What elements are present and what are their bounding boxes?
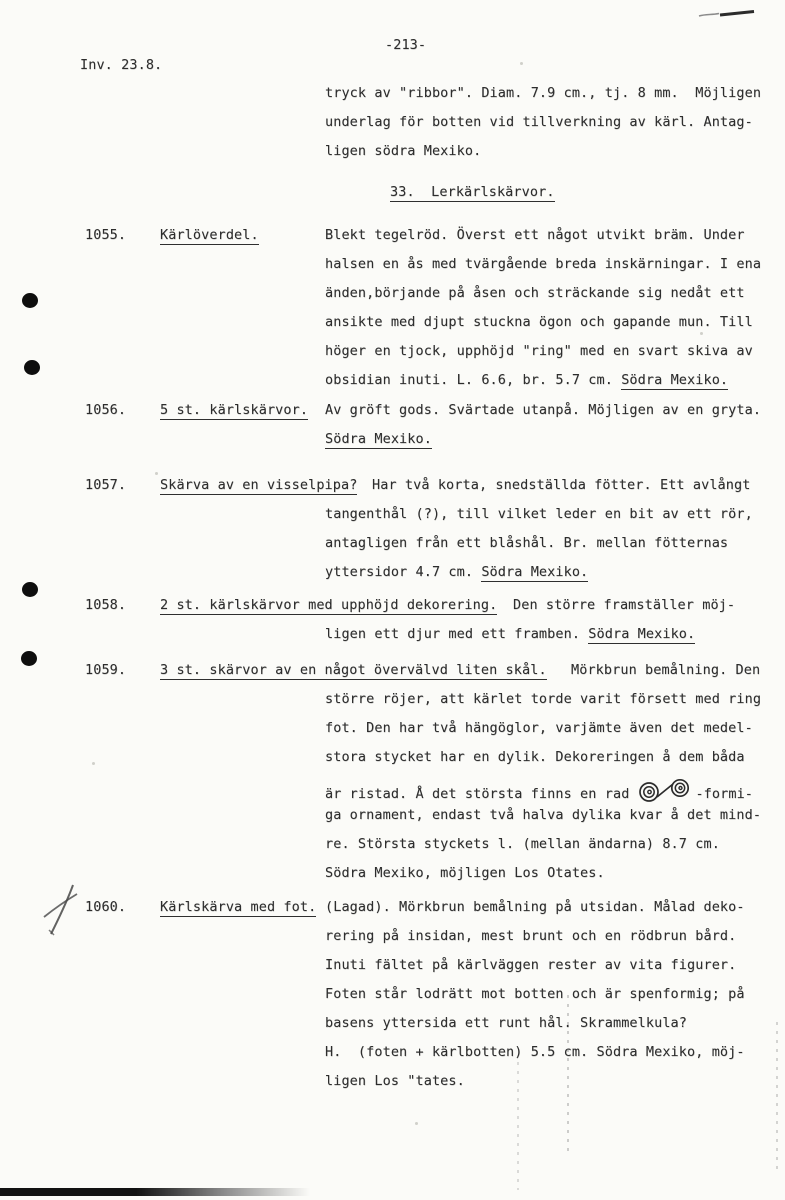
double-spiral-ornament-icon [636,777,692,805]
paper-speck [92,762,95,765]
entry-label-wrap [160,596,497,614]
entry-text-line [325,625,695,643]
catalog-entry-1058 [85,596,775,656]
entry-text: -formi- [695,786,754,802]
entry-text-line: Mörkbrun bemålning. Den [571,662,761,678]
entry-text-line: ligen Los "tates. [325,1073,465,1089]
entry-text-line: H. (foten + kärlbotten) 5.5 cm. Södra Mexiko, möj- [325,1044,745,1060]
provenance-underlined: Södra Mexiko. [325,431,432,447]
intro-line: ligen södra Mexiko. [325,143,482,159]
entry-text-line: Av gröft gods. Svärtade utanpå. Möjligen av en gryta. [325,402,762,418]
paper-speck [415,1122,418,1125]
inventory-ref: Inv. 23.8. [80,57,163,73]
catalog-entry-1060 [85,898,775,1103]
handwritten-x-mark-icon [40,880,84,940]
entry-text-line [325,777,753,805]
entry-text-line: re. Största styckets l. (mellan ändarna) 8.7 cm. [325,836,720,852]
catalog-entry-1059 [85,661,775,895]
punch-hole-dot [24,360,40,375]
paper-speck [663,906,666,909]
entry-number: 1056. [85,402,127,418]
punch-hole-dot [22,293,38,308]
entry-text-line: tangenthål (?), till vilket leder en bit av ett rör, [325,506,753,522]
section-heading-wrap [390,183,555,201]
entry-text-line [325,430,432,448]
punch-hole-dot [21,651,37,666]
provenance-underlined: Södra Mexiko. [588,626,696,642]
provenance-underlined: Södra Mexiko. [481,564,589,580]
entry-label-wrap [160,401,308,419]
entry-label: 3 st. skärvor av en något övervälvd liten skål. [160,662,547,678]
scan-edge-smudge [0,1188,310,1196]
entry-label: Skärva av en visselpipa? [160,477,358,493]
scan-streak [776,1022,778,1172]
entry-label-wrap [160,898,316,916]
entry-text-line: fot. Den har två hängöglor, varjämte även det medel- [325,720,753,736]
entry-text-line: Inuti fältet på kärlväggen rester av vita figurer. [325,957,737,973]
entry-text-line: större röjer, att kärlet torde varit försett med ring [325,691,762,707]
entry-text-line: basens yttersida ett runt hål. Skrammelkula? [325,1015,688,1031]
entry-text: yttersidor 4.7 cm. [325,564,482,580]
pencil-scribble-icon [698,7,756,21]
scan-streak [567,995,569,1155]
page-number: -213- [385,37,427,53]
scan-streak [517,1062,519,1190]
entry-text: är ristad. Å det största finns en rad [325,786,630,802]
entry-text-line: änden,börjande på åsen och sträckande sig nedåt ett [325,285,745,301]
entry-label: Kärlskärva med fot. [160,899,317,915]
catalog-entry-1055 [85,226,775,402]
intro-line: tryck av "ribbor". Diam. 7.9 cm., tj. 8 mm. Möjligen [325,85,762,101]
entry-number: 1060. [85,899,127,915]
entry-text-line: Den större framställer möj- [513,597,736,613]
entry-text-line: ansikte med djupt stuckna ögon och gapande mun. Till [325,314,753,330]
entry-text-line: Blekt tegelröd. Överst ett något utvikt bräm. Under [325,227,745,243]
entry-label-wrap [160,226,259,244]
entry-label: 2 st. kärlskärvor med upphöjd dekorering. [160,597,498,613]
entry-text-line: Foten står lodrätt mot botten och är spenformig; på [325,986,745,1002]
entry-number: 1055. [85,227,127,243]
entry-text-line: halsen en ås med tvärgående breda inskärningar. I ena [325,256,762,272]
entry-text-line: Har två korta, snedställda fötter. Ett avlångt [372,477,751,493]
entry-text-line: stora stycket har en dylik. Dekoreringen å dem båda [325,749,745,765]
entry-text-line: antagligen från ett blåshål. Br. mellan fötternas [325,535,729,551]
entry-text: ligen ett djur med ett framben. [325,626,589,642]
entry-text-line: rering på insidan, mest brunt och en rödbrun bård. [325,928,737,944]
entry-number: 1058. [85,597,127,613]
entry-text-line: (Lagad). Mörkbrun bemålning på utsidan. Målad deko- [325,899,745,915]
entry-text-line [325,563,588,581]
catalog-entry-1056 [85,401,775,461]
catalog-entry-1057 [85,476,775,594]
intro-line: underlag för botten vid tillverkning av kärl. Antag- [325,114,753,130]
entry-text-line: Södra Mexiko, möjligen Los Otates. [325,865,605,881]
entry-text: obsidian inuti. L. 6.6, br. 5.7 cm. [325,372,622,388]
entry-label-wrap [160,476,357,494]
entry-text-line [325,371,728,389]
entry-number: 1057. [85,477,127,493]
provenance-underlined: Södra Mexiko. [621,372,729,388]
paper-speck [700,332,703,335]
entry-text-line: höger en tjock, upphöjd "ring" med en svart skiva av [325,343,753,359]
entry-label: Kärlöverdel. [160,227,259,243]
paper-speck [520,62,523,65]
punch-hole-dot [22,582,38,597]
paper-speck [155,472,158,475]
entry-number: 1059. [85,662,127,678]
section-heading: 33. Lerkärlskärvor. [390,184,555,200]
entry-label: 5 st. kärlskärvor. [160,402,309,418]
entry-text-line: ga ornament, endast två halva dylika kvar å det mind- [325,807,762,823]
entry-label-wrap [160,661,547,679]
